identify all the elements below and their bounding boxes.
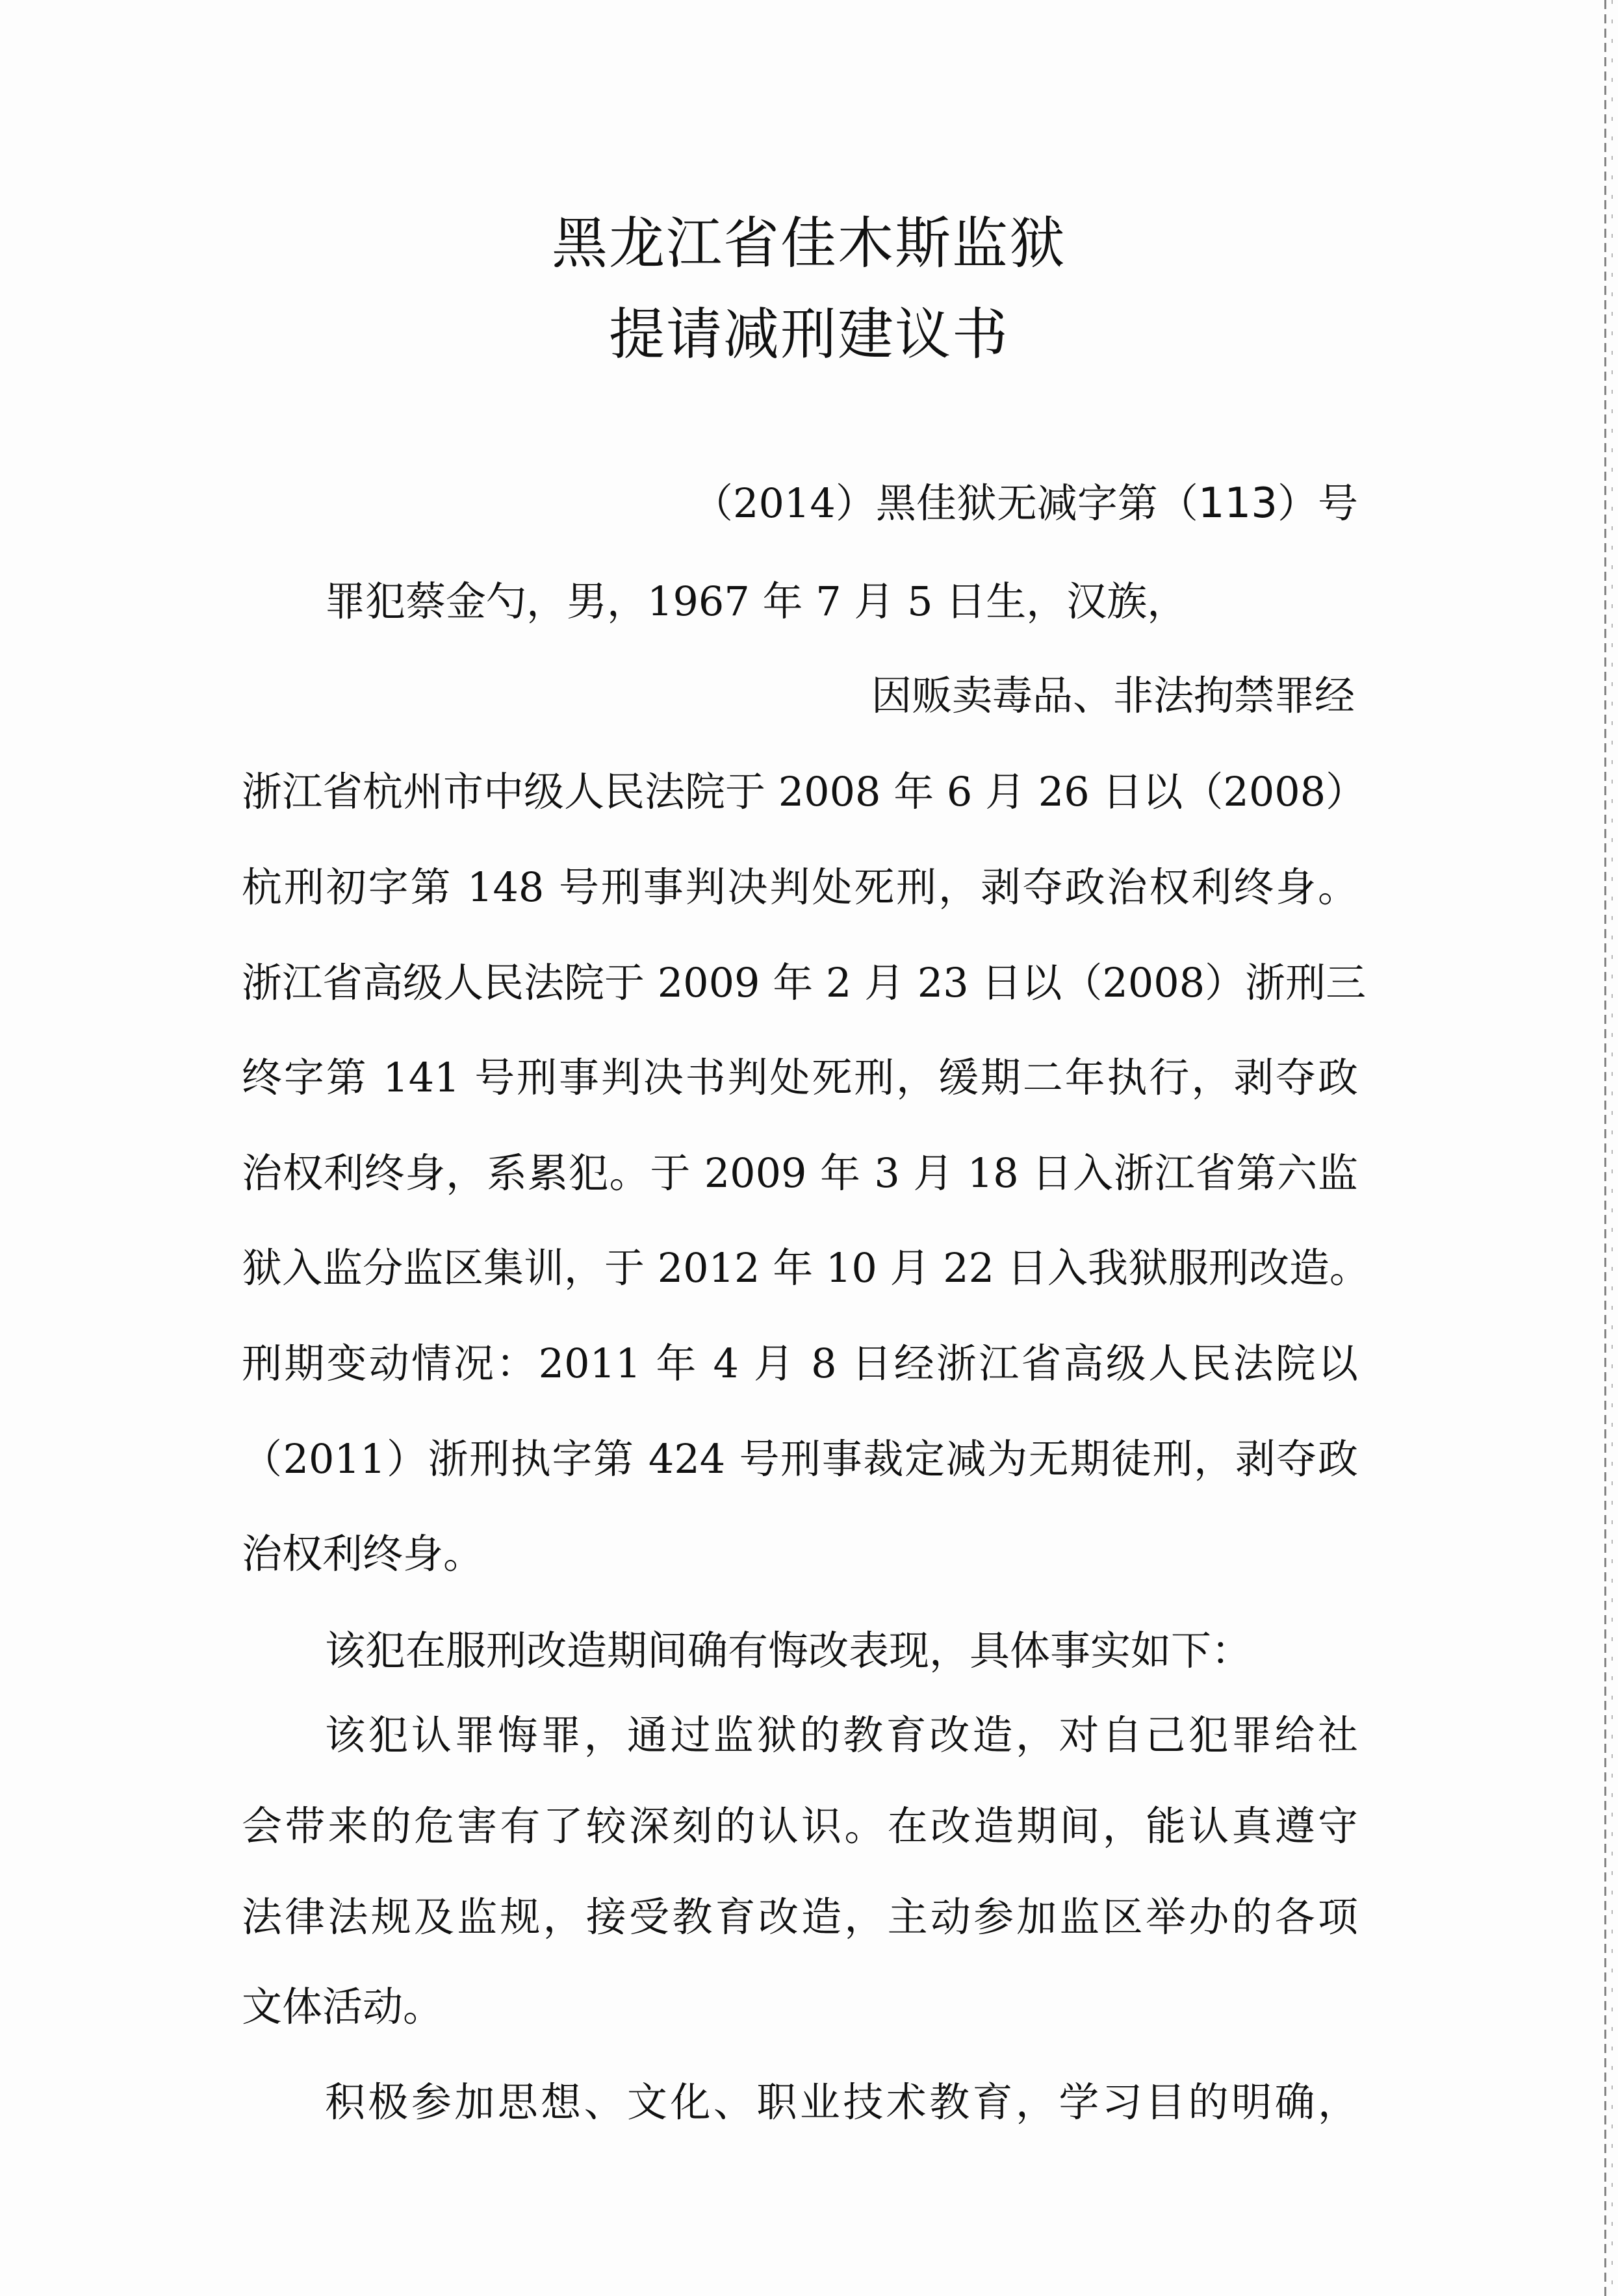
body-line-3: 浙江省杭州市中级人民法院于 2008 年 6 月 26 日以（2008） (242, 768, 1367, 815)
body-line-13: 该犯认罪悔罪，通过监狱的教育改造，对自己犯罪给社 (325, 1711, 1358, 1759)
document-number-suffix: ）号 (1277, 479, 1358, 527)
body-line-6: 终字第 141 号刑事判决书判处死刑，缓期二年执行，剥夺政 (242, 1054, 1358, 1101)
document-title-line2: 提请减刑建议书 (609, 302, 1009, 367)
body-line-10: （2011）浙刑执字第 424 号刑事裁定减为无期徒刑，剥夺政 (242, 1435, 1358, 1483)
body-line-2: 因贩卖毒品、非法拘禁罪经 (871, 672, 1355, 719)
body-line-11: 治权利终身。 (242, 1530, 484, 1577)
document-title-line1: 黑龙江省佳木斯监狱 (552, 211, 1066, 276)
body-line-1: 罪犯蔡金勺，男，1967 年 7 月 5 日生，汉族， (325, 578, 1188, 625)
body-line-8: 狱入监分监区集训，于 2012 年 10 月 22 日入我狱服刑改造。 (242, 1244, 1370, 1292)
document-number-prefix: （2014）黑佳狱无减字第（ (693, 479, 1198, 527)
document-number (693, 471, 1358, 529)
body-line-7: 治权利终身，系累犯。于 2009 年 3 月 18 日入浙江省第六监 (242, 1149, 1358, 1197)
body-line-17: 积极参加思想、文化、职业技术教育，学习目的明确， (325, 2078, 1358, 2126)
body-line-9: 刑期变动情况：2011 年 4 月 8 日经浙江省高级人民法院以 (242, 1340, 1358, 1387)
body-line-16: 文体活动。 (242, 1983, 444, 2030)
body-line-15: 法律法规及监规，接受教育改造，主动参加监区举办的各项 (242, 1893, 1358, 1941)
body-line-14: 会带来的危害有了较深刻的认识。在改造期间，能认真遵守 (242, 1802, 1358, 1850)
body-line-5: 浙江省高级人民法院于 2009 年 2 月 23 日以（2008）浙刑三 (242, 959, 1367, 1006)
body-line-12: 该犯在服刑改造期间确有悔改表现，具体事实如下： (325, 1627, 1252, 1674)
body-line-4: 杭刑初字第 148 号刑事判决判处死刑，剥夺政治权利终身。 (242, 863, 1358, 911)
document-number-value: 113 (1198, 479, 1278, 528)
